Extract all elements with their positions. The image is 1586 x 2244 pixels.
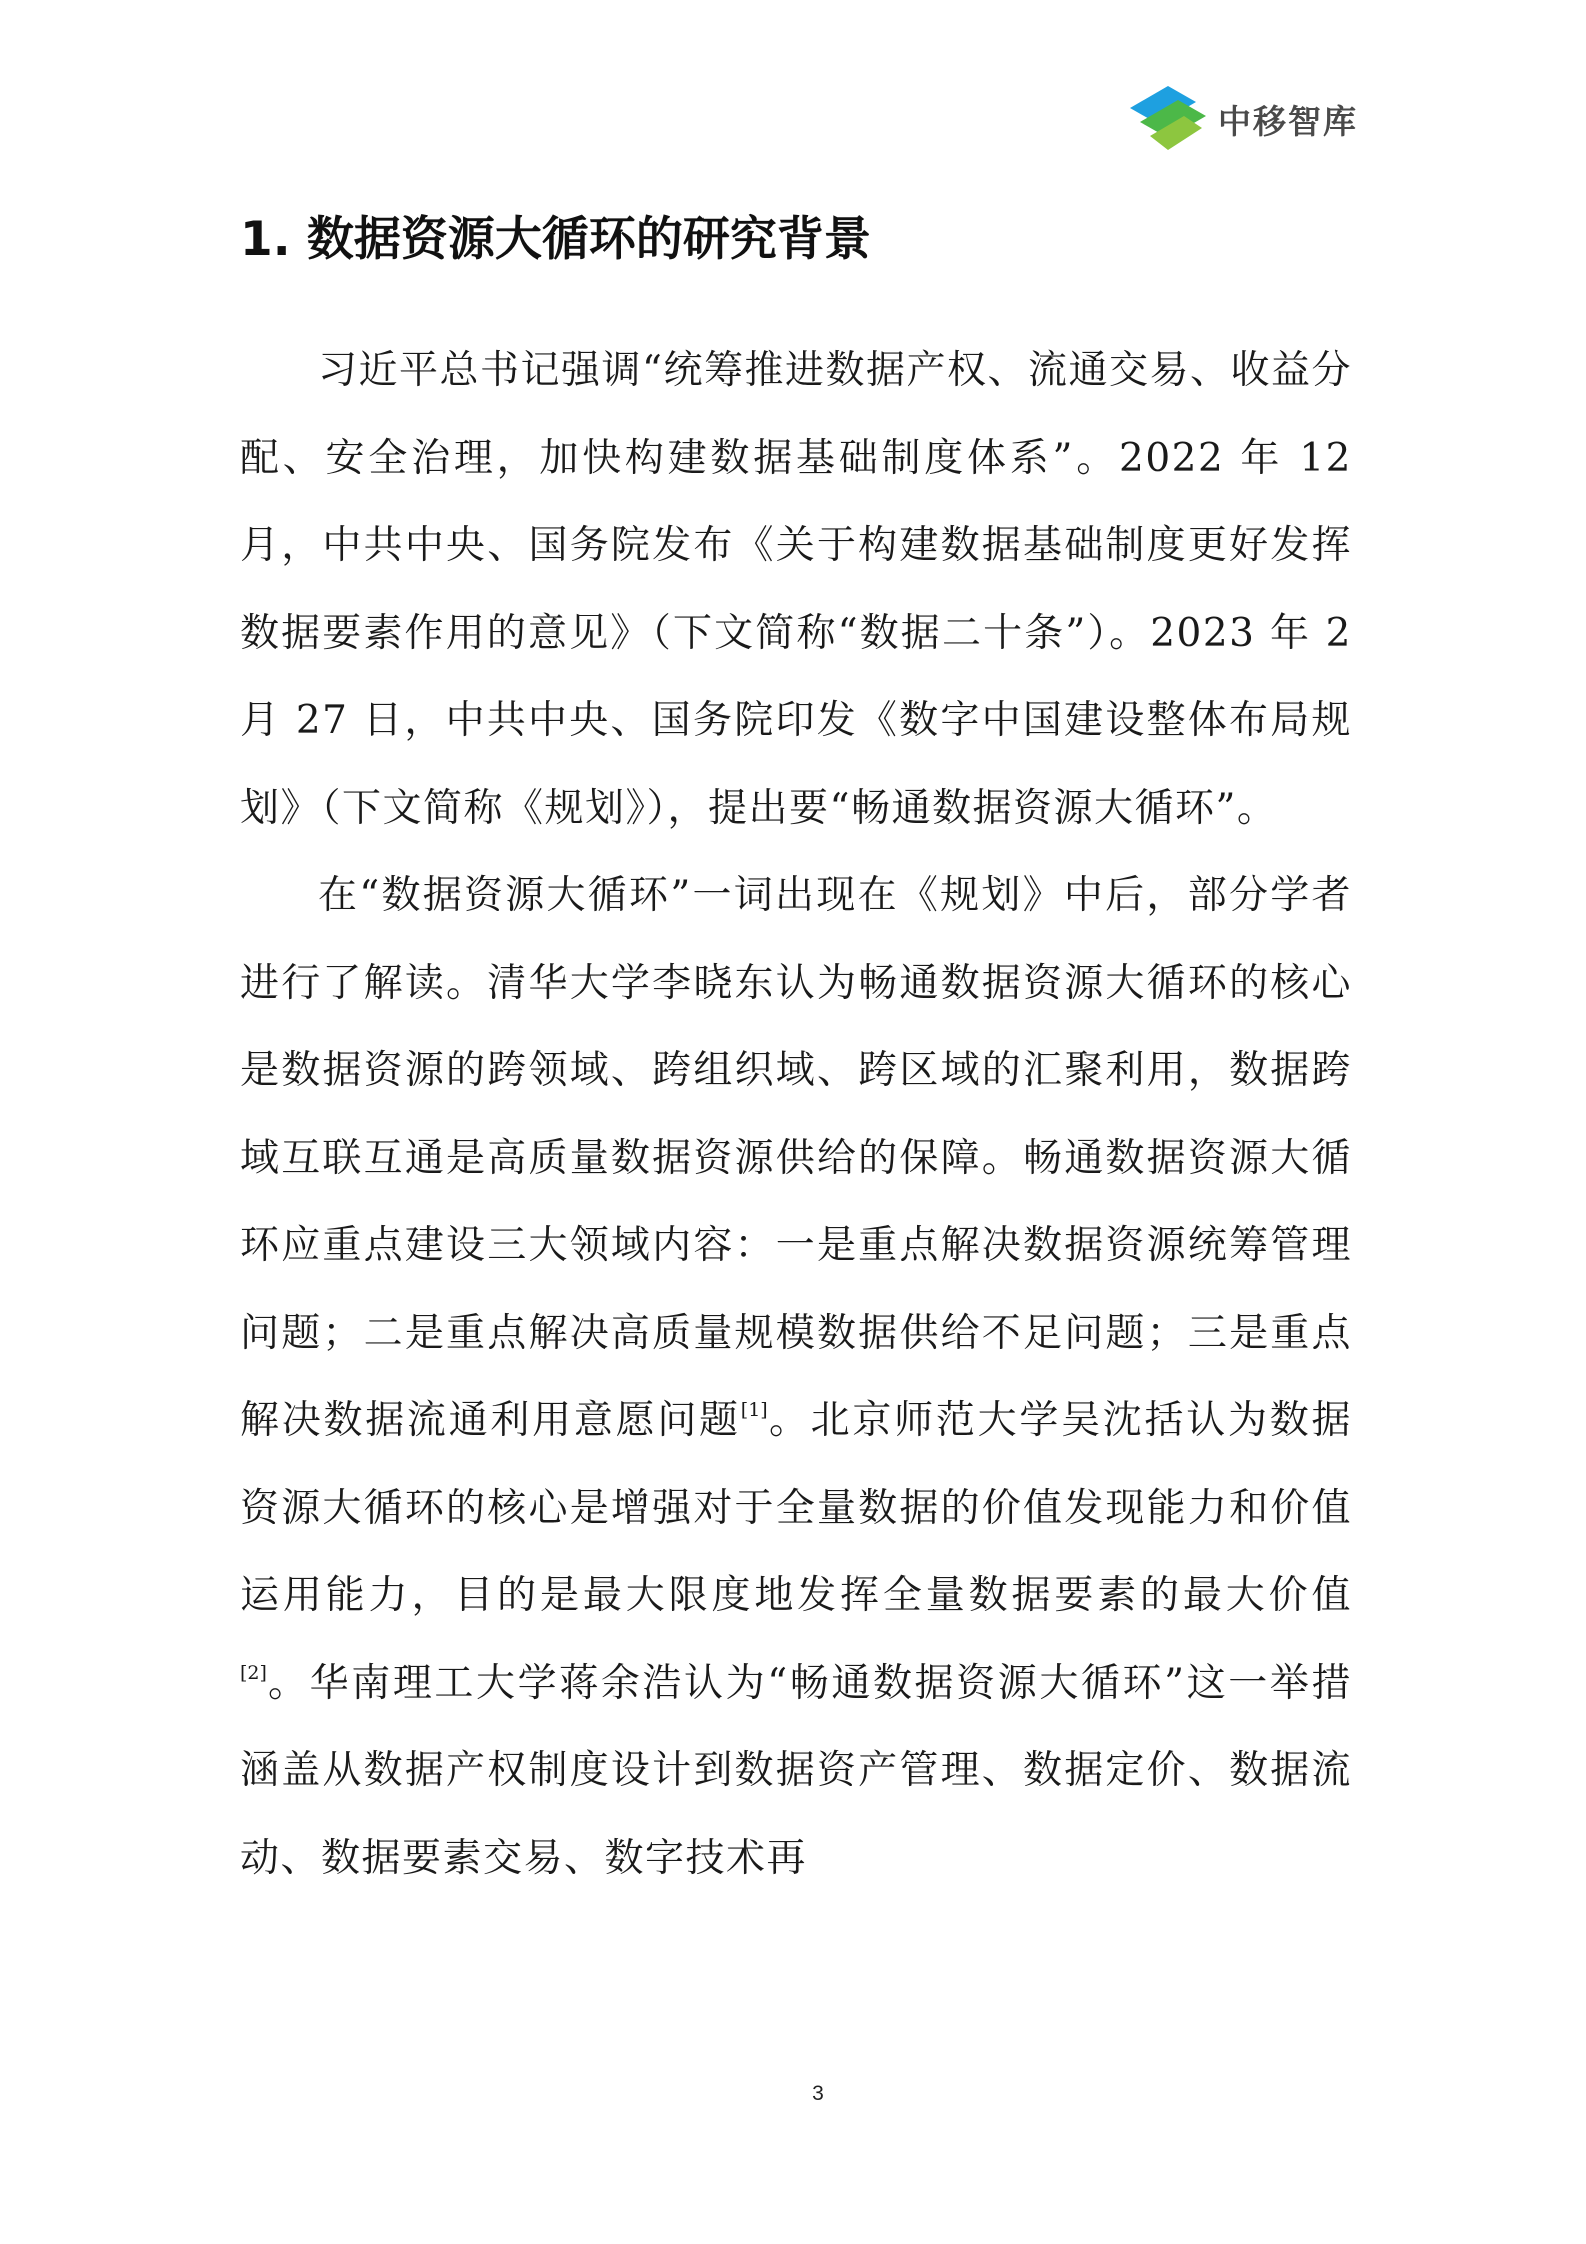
citation-ref[interactable]: [2]: [240, 1661, 267, 1684]
header-logo: [1126, 78, 1358, 160]
paragraph: 习近平总书记强调“统筹推进数据产权、流通交易、收益分配、安全治理，加快构建数据基础制度体系”。2022 年 12 月，中共中央、国务院发布《关于构建数据基础制度更好发挥数据要素作用的意见》（下文简称“数据二十条”）。2023 年 2 月 27 日，中共中央、国务院印发《数字中国建设整体布局规划》（下文简称《规划》），提出要“畅通数据资源大循环”。: [240, 348, 1352, 831]
paragraph: [240, 852, 1352, 1902]
page-number: 3: [812, 2082, 824, 2105]
logo-text: 中移智库: [1218, 101, 1358, 141]
paragraph-text: 。北京师范大学吴沈括认为数据资源大循环的核心是增强对于全量数据的价值发现能力和价值运用能力，目的是最大限度地发挥全量数据要素的最大价值: [240, 1398, 1352, 1618]
section-title: 1. 数据资源大循环的研究背景: [240, 212, 871, 267]
body-text: [240, 327, 1352, 1902]
zhongyi-leaf-logo-icon: [1126, 78, 1210, 160]
citation-ref[interactable]: [1]: [740, 1399, 768, 1421]
paragraph-text: 在“数据资源大循环”一词出现在《规划》中后，部分学者进行了解读。清华大学李晓东认为畅通数据资源大循环的核心是数据资源的跨领域、跨组织域、跨区域的汇聚利用，数据跨域互联互通是高质量数据资源供给的保障。畅通数据资源大循环应重点建设三大领域内容：一是重点解决数据资源统筹管理问题；二是重点解决高质量规模数据供给不足问题；三是重点解决数据流通利用意愿问题: [240, 873, 1352, 1443]
paragraph-text: 。华南理工大学蒋余浩认为“畅通数据资源大循环”这一举措涵盖从数据产权制度设计到数据资产管理、数据定价、数据流动、数据要素交易、数字技术再: [240, 1660, 1352, 1881]
